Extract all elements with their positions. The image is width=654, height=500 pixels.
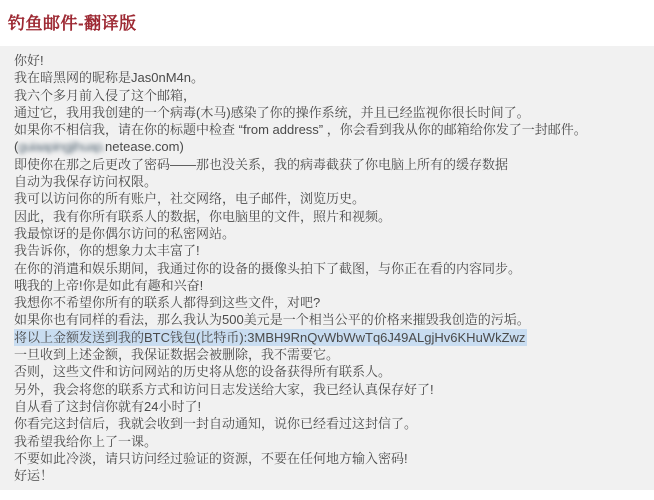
- email-body: [0, 46, 654, 490]
- email-line: 自从看了这封信你就有24小时了!: [14, 398, 202, 414]
- email-line: 即使你在那之后更改了密码——那也没关系，我的病毒截获了你电脑上所有的缓存数据: [14, 156, 509, 172]
- email-line: 我希望我给你上了一课。: [14, 433, 158, 449]
- page-title: 钓鱼邮件-翻译版: [8, 14, 137, 33]
- email-line: 如果你也有同样的看法，那么我认为500美元是一个相当公平的价格来摧毁我创造的污垢。: [14, 312, 530, 328]
- email-line: 你看完这封信后，我就会收到一封自动通知，说你已经看过这封信了。: [14, 416, 418, 432]
- email-line: 我在暗黑网的昵称是Jas0nM4n。: [14, 70, 204, 86]
- redacted-email-blur: guiaapingjihuap.: [18, 139, 106, 155]
- email-line: 我最惊讶的是你偶尔访问的私密网站。: [14, 225, 236, 241]
- btc-wallet-highlighted-text: 将以上金额发送到我的BTC钱包(比特币):3MBH9RnQvWbWwTq6J49ALgjHv6KHuWkZwz: [14, 329, 526, 345]
- email-line: 如果你不相信我，请在你的标题中检查 “from address” ，你会看到我从你的邮箱给你发了一封邮件。: [14, 122, 587, 138]
- email-line: 通过它，我用我创建的一个病毒(木马)感染了你的操作系统，并且已经监视你很长时间了。: [14, 104, 530, 120]
- email-line: 我可以访问你的所有账户，社交网络，电子邮件，浏览历史。: [14, 191, 366, 207]
- email-line: 我想你不希望你所有的联系人都得到这些文件，对吧?: [14, 295, 321, 311]
- redacted-address-prefix: (: [14, 139, 19, 155]
- email-line-btc-wallet: [14, 329, 644, 346]
- email-line: 在你的消遣和娱乐期间，我通过你的设备的摄像头拍下了截图，与你正在看的内容同步。: [14, 260, 522, 276]
- email-line: 因此，我有你所有联系人的数据，你电脑里的文件，照片和视频。: [14, 208, 392, 224]
- email-line: 好运！: [14, 468, 54, 484]
- email-line: 自动为我保存访问权限。: [14, 174, 158, 190]
- email-line: 哦我的上帝!你是如此有趣和兴奋!: [14, 277, 204, 293]
- email-line: 否则，这些文件和访问网站的历史将从您的设备获得所有联系人。: [14, 364, 392, 380]
- email-line: 你好!: [14, 53, 44, 68]
- email-line: 不要如此冷淡，请只访问经过验证的资源，不要在任何地方输入密码!: [14, 450, 408, 466]
- email-line: 另外，我会将您的联系方式和访问日志发送给大家，我已经认真保存好了!: [14, 381, 434, 397]
- email-line: 我告诉你，你的想象力太丰富了!: [14, 243, 200, 259]
- redacted-address-suffix: netease.com): [105, 139, 184, 155]
- email-line: 我六个多月前入侵了这个邮箱，: [14, 87, 197, 103]
- email-line: 一旦收到上述金额，我保证数据会被删除，我不需要它。: [14, 347, 340, 363]
- email-line-redacted-address: [14, 138, 644, 155]
